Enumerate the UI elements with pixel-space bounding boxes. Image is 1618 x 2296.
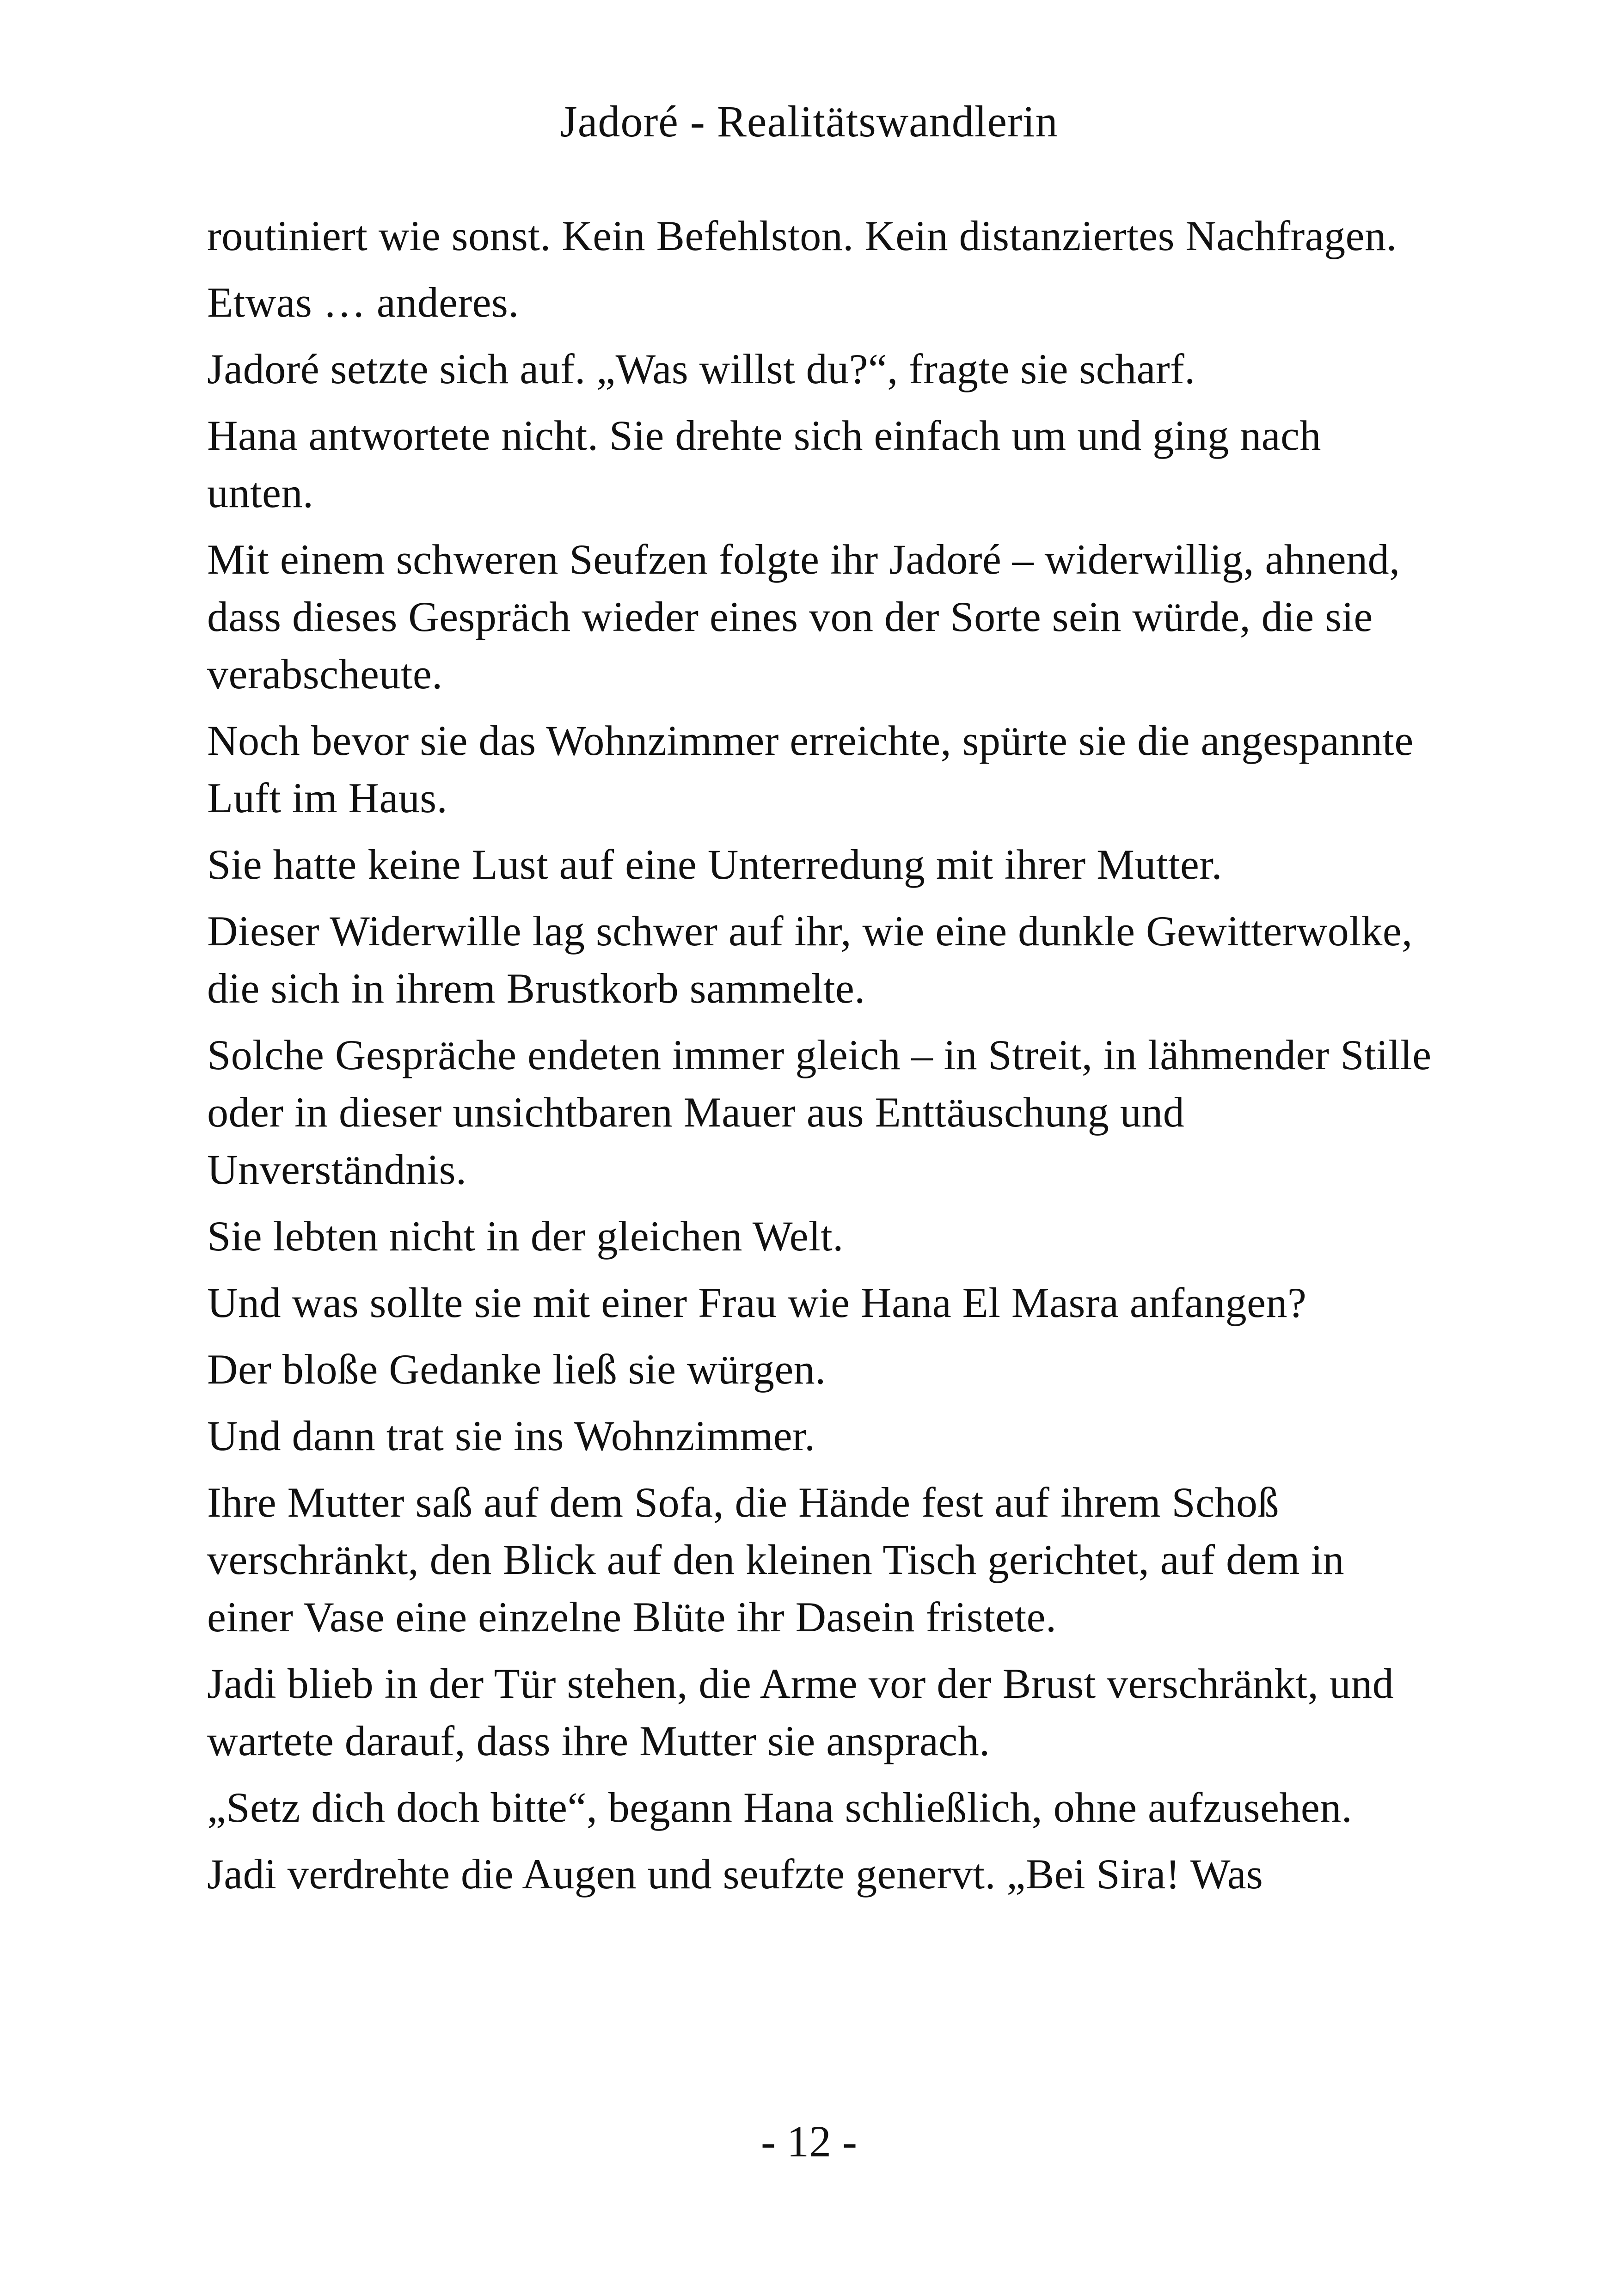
paragraph: Und dann trat sie ins Wohnzimmer. xyxy=(207,1412,815,1459)
paragraph: Sie hatte keine Lust auf eine Unterredung mit ihrer Mutter. xyxy=(207,841,1222,888)
paragraph: Sie lebten nicht in der gleichen Welt. xyxy=(207,1212,844,1260)
paragraph: Mit einem schweren Seufzen folgte ihr Jadoré – widerwillig, ahnend, dass dieses Gespräch wieder eines von der Sorte sein würde, die sie verabscheute. xyxy=(207,536,1400,698)
paragraph: Der bloße Gedanke ließ sie würgen. xyxy=(207,1346,826,1393)
paragraph: Noch bevor sie das Wohnzimmer erreichte, spürte sie die angespannte Luft im Haus. xyxy=(207,717,1414,821)
paragraph: Jadi verdrehte die Augen und seufzte genervt. „Bei Sira! Was xyxy=(207,1850,1263,1898)
running-header: Jadoré - Realitätswandlerin xyxy=(560,97,1058,146)
paragraph: Und was sollte sie mit einer Frau wie Hana El Masra anfangen? xyxy=(207,1279,1307,1326)
paragraph: Ihre Mutter saß auf dem Sofa, die Hände fest auf ihrem Schoß verschränkt, den Blick auf den kleinen Tisch gerichtet, auf dem in einer Vase eine einzelne Blüte ihr Dasein fristete. xyxy=(207,1479,1345,1641)
body-text xyxy=(207,207,1437,1912)
paragraph: Solche Gespräche endeten immer gleich – in Streit, in lähmender Stille oder in dieser unsichtbaren Mauer aus Enttäuschung und Unverständnis. xyxy=(207,1031,1432,1193)
paragraph: Jadi blieb in der Tür stehen, die Arme vor der Brust verschränkt, und wartete darauf, dass ihre Mutter sie ansprach. xyxy=(207,1660,1394,1764)
paragraph: routiniert wie sonst. Kein Befehlston. Kein distanziertes Nachfragen. xyxy=(207,212,1397,259)
paragraph: Hana antwortete nicht. Sie drehte sich einfach um und ging nach unten. xyxy=(207,412,1321,516)
paragraph: Jadoré setzte sich auf. „Was willst du?“, fragte sie scharf. xyxy=(207,345,1195,392)
paragraph: Dieser Widerwille lag schwer auf ihr, wie eine dunkle Gewitterwolke, die sich in ihrem Brustkorb sammelte. xyxy=(207,907,1413,1012)
paragraph: Etwas … anderes. xyxy=(207,279,519,326)
paragraph: „Setz dich doch bitte“, begann Hana schließlich, ohne aufzusehen. xyxy=(207,1784,1353,1831)
page-number: - 12 - xyxy=(761,2117,857,2166)
